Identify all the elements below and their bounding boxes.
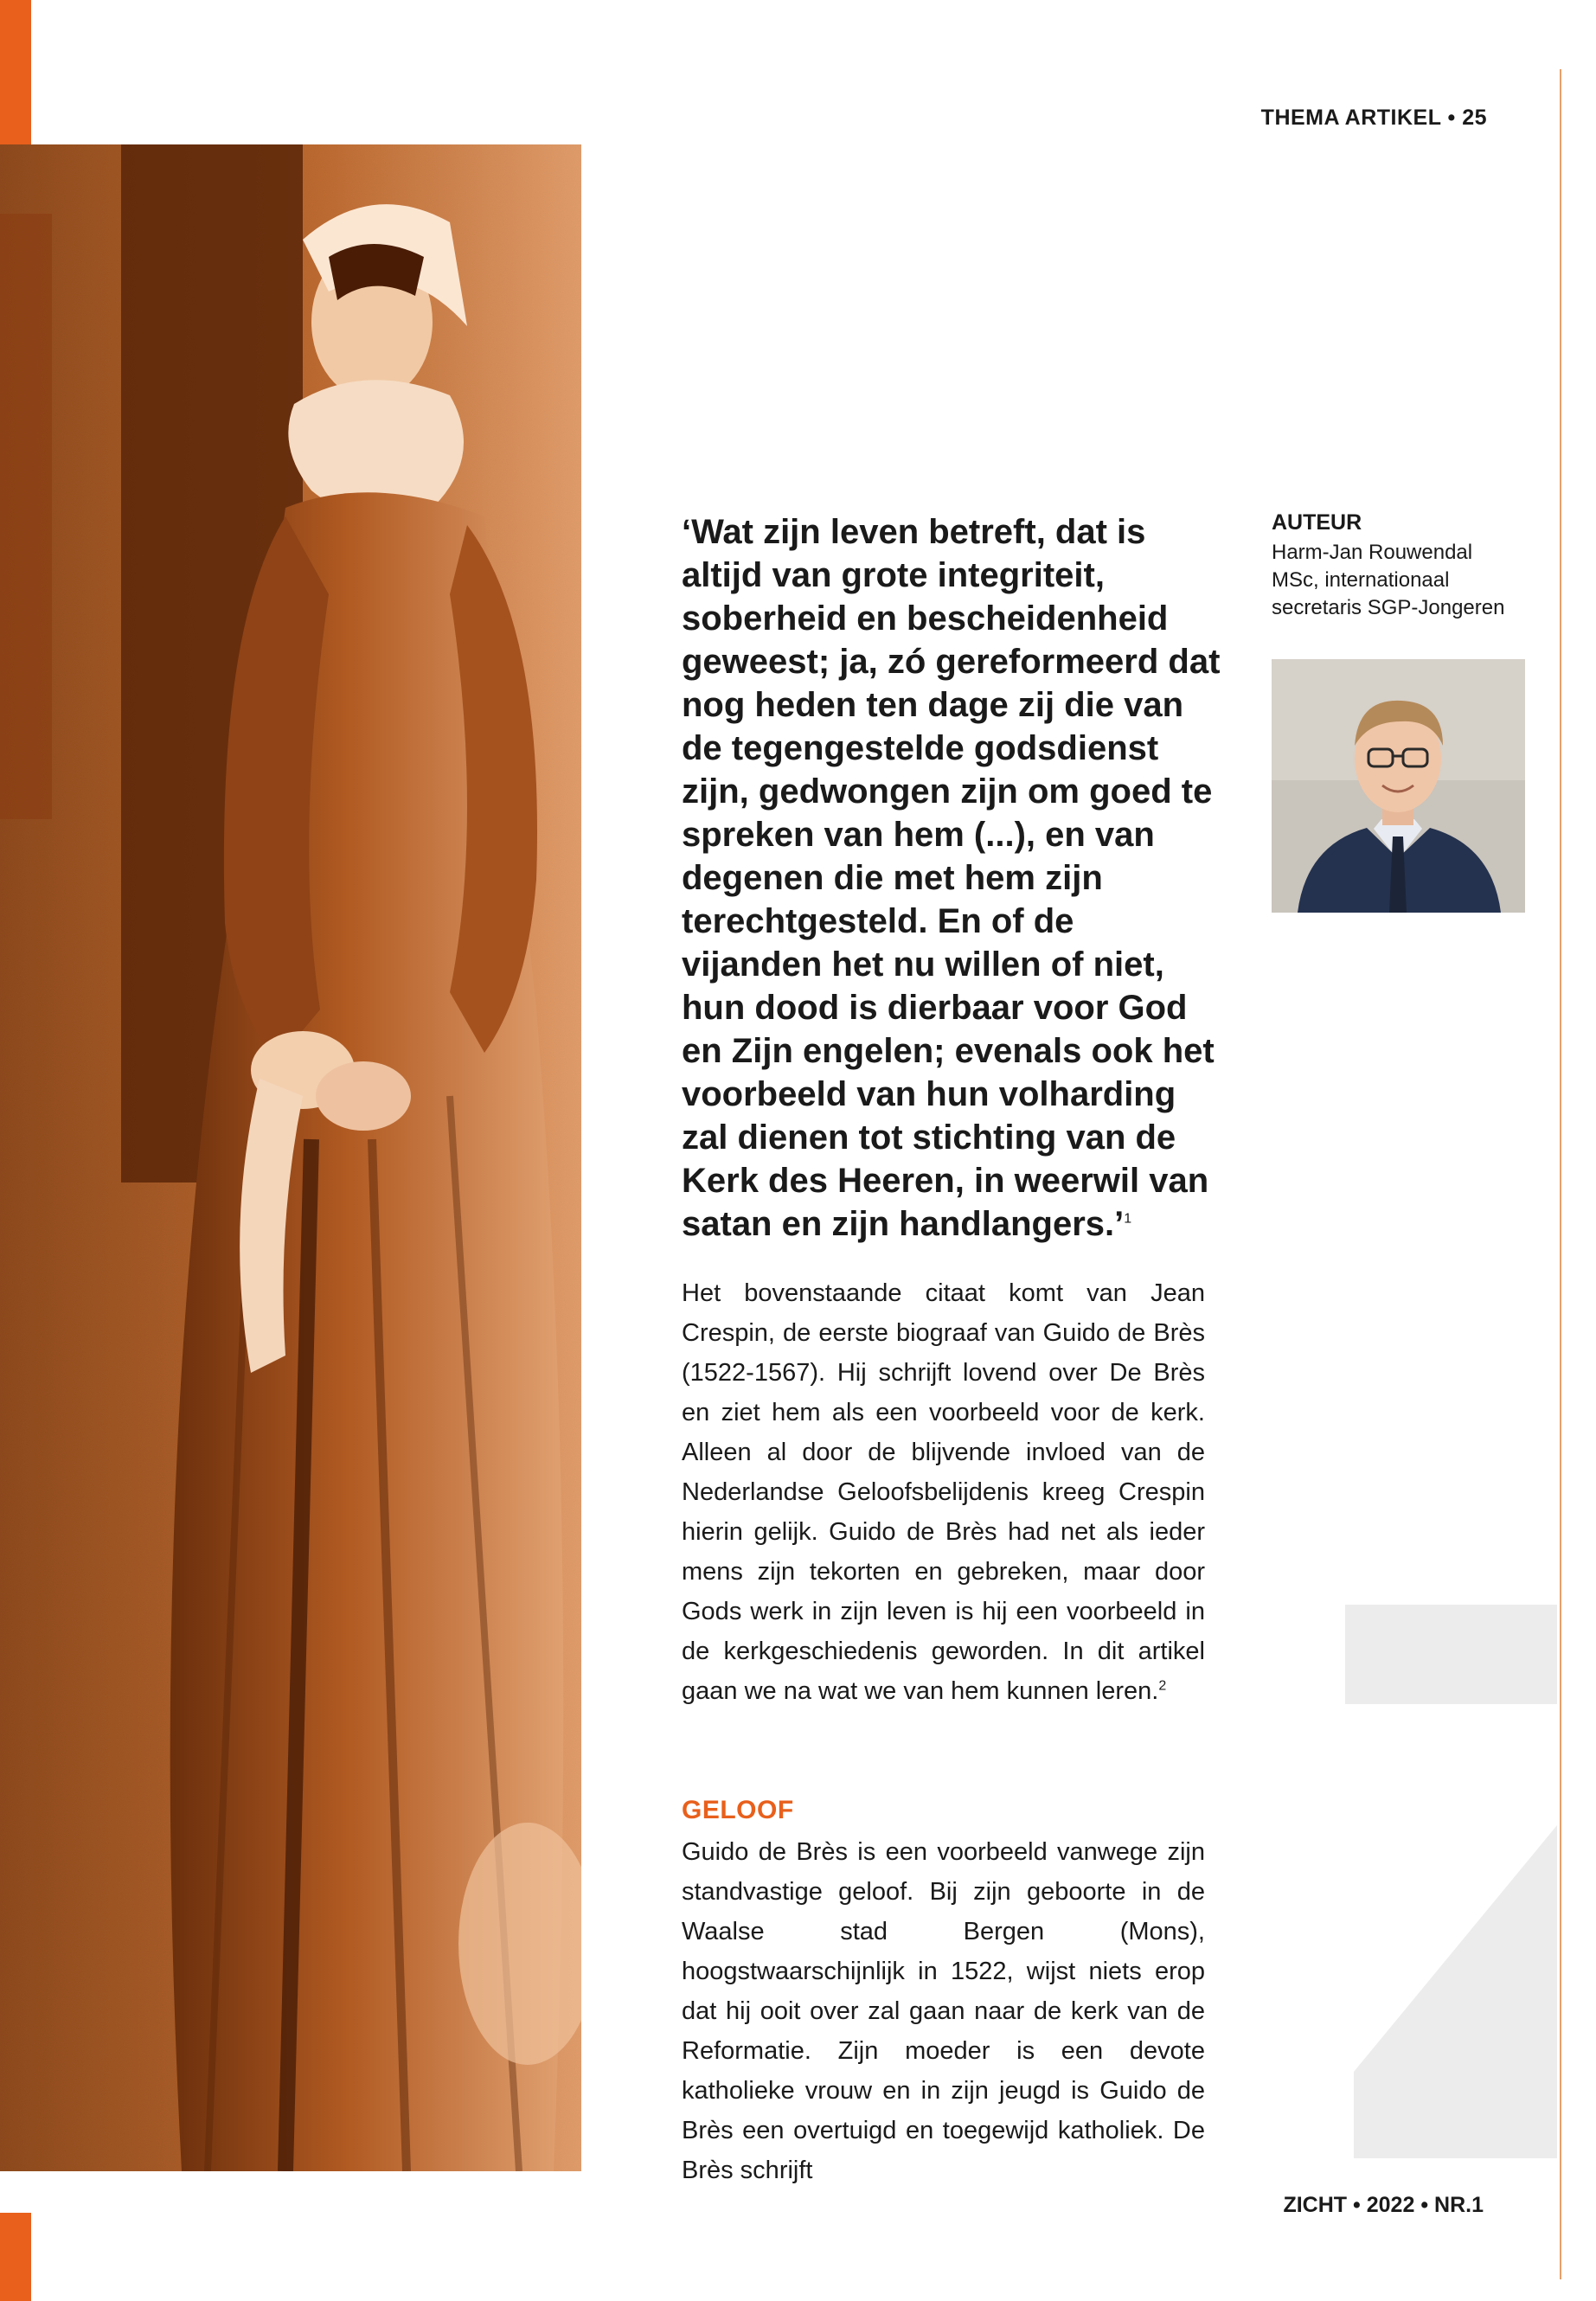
- pull-quote: [682, 510, 1222, 1246]
- section-heading: GELOOF: [682, 1796, 794, 1824]
- header-page-number: 25: [1462, 106, 1487, 130]
- author-block: [1272, 510, 1548, 622]
- accent-bar-bottom: [0, 2213, 31, 2301]
- historical-illustration: [0, 144, 581, 2171]
- header-section: THEMA ARTIKEL: [1260, 106, 1442, 130]
- author-name: Harm-Jan Rouwendal: [1272, 541, 1473, 564]
- pull-quote-text: ‘Wat zijn leven betreft, dat is altijd van grote integriteit, soberheid en bescheidenheid geweest; ja, zó gereformeerd dat nog heden ten dage zij die van de tegengestelde godsdienst zijn, gedwongen zijn om goed te spreken van hem (...), en van degenen die met hem zijn terechtgesteld. En of de vijanden het nu willen of niet, hun dood is dierbaar voor God en Zijn engelen; evenals ook het voorbeeld van hun volharding zal dienen tot stichting van de Kerk des Heeren, in weerwil van satan en zijn handlangers.’: [682, 513, 1221, 1243]
- author-label: AUTEUR: [1272, 510, 1362, 535]
- author-title-line1: MSc, internationaal: [1272, 568, 1450, 592]
- page-header: [1261, 106, 1487, 131]
- accent-bar-top: [0, 0, 31, 144]
- footer-issue: NR.1: [1434, 2193, 1484, 2217]
- author-photo: [1272, 659, 1525, 913]
- decorative-z-shape: [1345, 1605, 1557, 2158]
- footer-magazine: ZICHT: [1283, 2193, 1348, 2217]
- footnote-ref-2[interactable]: 2: [1158, 1678, 1167, 1694]
- page-footer: [1283, 2193, 1484, 2218]
- intro-text: Het bovenstaande citaat komt van Jean Crespin, de eerste biograaf van Guido de Brès (1522-1567). Hij schrijft lovend over De Brès en ziet hem als een voorbeeld voor de kerk. Alleen al door de blijvende invloed van de Nederlandse Geloofsbelijdenis kreeg Crespin hierin gelijk. Guido de Brès had net als ieder mens zijn tekorten en gebreken, maar door Gods werk in zijn leven is hij een voorbeeld in de kerkgeschiedenis geworden. In dit artikel gaan we na wat we van hem kunnen leren.: [682, 1279, 1205, 1705]
- footnote-ref-1[interactable]: 1: [1124, 1211, 1132, 1227]
- footer-separator-1: •: [1353, 2193, 1361, 2217]
- margin-rule: [1560, 69, 1561, 2279]
- author-portrait-image: [1272, 659, 1525, 913]
- author-title-line2: secretaris SGP-Jongeren: [1272, 596, 1505, 619]
- header-separator: •: [1447, 106, 1456, 130]
- intro-paragraph: [682, 1273, 1205, 1711]
- woman-engraving-image: [0, 144, 581, 2171]
- section-paragraph: Guido de Brès is een voorbeeld vanwege zijn standvastige geloof. Bij zijn geboorte in de Waalse stad Bergen (Mons), hoogstwaarschijnlijk in 1522, wijst niets erop dat hij ooit over zal gaan naar de kerk van de Reformatie. Zijn moeder is een devote katholieke vrouw en in zijn jeugd is Guido de Brès een overtuigd en toegewijd katholiek. De Brès schrijft: [682, 1838, 1205, 2184]
- footer-year: 2022: [1366, 2193, 1415, 2217]
- footer-separator-2: •: [1420, 2193, 1429, 2217]
